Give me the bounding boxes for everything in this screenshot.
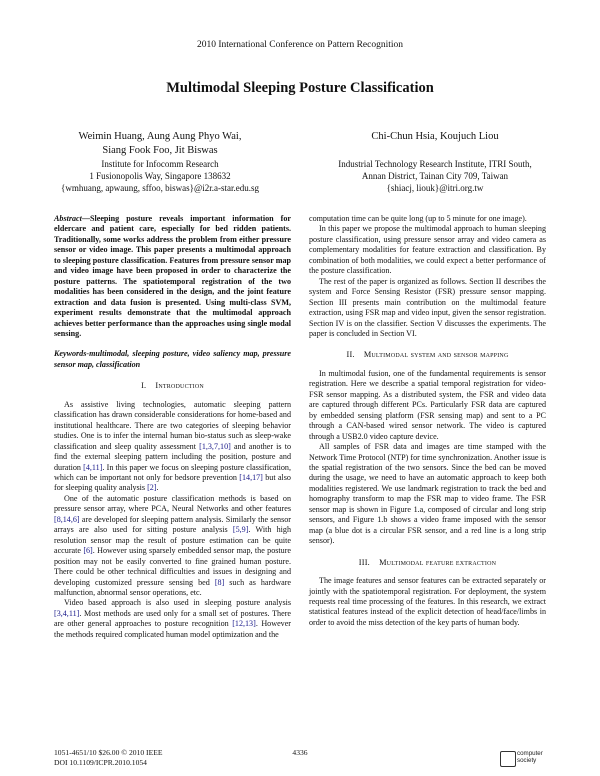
computer-society-logo [500, 748, 560, 768]
intro-paragraph-3: Video based approach is also used in sleeping posture analysis [3,4,11]. Most methods are used only for a small set of postures. There are other general approaches to posture recognition [12,13]. However the methods required complicated human model optimization and the [54, 598, 291, 639]
author-block-right [305, 130, 565, 194]
intro-paragraph-1: As assistive living technologies, automatic sleeping pattern classification has drawn considerable considerations for home-based and institutional healthcare. There are two categories of sleeping behavior studies. One is to infer the internal human bio-status such as sleep-wake classification and sleep quality assessment [1,3,7,10] and another is to find the external sleeping pattern including the position, posture and duration [4,11]. In this paper we focus on sleeping posture classification, which can be important not only for bedsore prevention [14,17] but also for sleeping quality analysis [2]. [54, 399, 292, 493]
author-emails: {shiacj, liouk}@itri.org.tw [386, 183, 484, 193]
section-heading-system: II. Multimodal system and sensor mapping [346, 350, 509, 360]
citation-link[interactable]: [8] [214, 577, 225, 587]
keywords: Keywords-multimodal, sleeping posture, video saliency map, pressure sensor map, classification [54, 349, 291, 369]
logo-text: computer society [517, 750, 543, 764]
author-emails: {wmhuang, apwaung, sffoo, biswas}@i2r.a-star.edu.sg [61, 183, 259, 193]
features-paragraph-1: The image features and sensor features can be extracted separately or jointly with the spatiotemporal registration. For deployment, the system requests real time processing of the features. In this research, we extract statistical features instead of the explicit detection of head/face/limbs in order to avoid the miss detection of the key parts of human body. [309, 576, 546, 627]
left-column [54, 214, 291, 640]
citation-link[interactable]: [14,17] [239, 472, 263, 482]
citation-link[interactable]: [12,13] [232, 619, 256, 629]
page-number: 4336 [292, 748, 308, 757]
abstract-label: Abstract [54, 214, 82, 223]
intro-paragraph-2: One of the automatic posture classification methods is based on pressure sensor array, where PCA, Neural Networks and other features [8,14,6] are developed for sleeping pattern analysis. Similarly the sensor arrays are also used for sitting posture analysis [5,9]. With high resolution sensor map the result of posture estimation can be quite accurate [6]. However using sparsely embedded sensor map, the posture position may not be easily converted to fine grained human posture. There could be other technical difficulties and issues in designing and developing customized pressure sensing bed [8] such as hardware malfunction, abnormal sensor operations, etc. [54, 493, 291, 597]
citation-link[interactable]: [1,3,7,10] [199, 441, 231, 451]
system-paragraph-2: All samples of FSR data and images are time stamped with the Network Time Protocol (NTP) for time synchronization. Another issue is the spatial registration of the two sensors. Since the bed can be moved during the usage, we need to have an automatic approach to keep both modalities registered. We use landmark registration to track the bed and homography transform to map the FSR map to video frame. The FSR sensor map is shown in Figure 1.a, composed of circular and long strip sensors, and Figure 1.b shows a video frame imposed with the sensor map (a blue dot is a circular FSR sensor, and a red line is a long strip sensor). [309, 442, 546, 546]
affiliation-line2: 1 Fusionopolis Way, Singapore 138632 [89, 171, 231, 181]
intro-paragraph-5: The rest of the paper is organized as follows. Section II describes the system and Force Sensing Resistor (FSR) pressure sensor mapping. Section III presents main contribution on the multimodal feature extraction, using FSR map and video input, given the sensor registration. Section IV is on the classifier. Section V discusses the experiments. The paper is concluded in Section VI. [309, 276, 546, 338]
author-names-line1: Chi-Chun Hsia, Koujuch Liou [371, 131, 499, 142]
citation-link[interactable]: [5,9] [232, 525, 249, 535]
citation-link[interactable]: [8,14,6] [54, 514, 80, 524]
copyright-line: 1051-4651/10 $26.00 © 2010 IEEE [54, 748, 163, 757]
section-heading-introduction: I. Introduction [141, 381, 204, 391]
author-block-left [40, 130, 280, 194]
intro-continuation: computation time can be quite long (up to 5 minute for one image). [309, 214, 527, 223]
abstract [54, 214, 291, 339]
citation-link[interactable]: [4,11] [83, 462, 103, 472]
system-paragraph-1: In multimodal fusion, one of the fundamental requirements is sensor registration. Here we describe a spatial temporal registration for video-FSR sensor mapping. As a distributed system, the FSR and video data are captured through different PCs. Particularly FSR data are captured by embedded sensing platform (FSR sensing map) and sent to a PC through a CAN-based wired sensor network. The video is captured through a USB2.0 video capture device. [309, 368, 546, 441]
right-column [309, 214, 546, 628]
citation-link[interactable]: [3,4,11] [54, 608, 80, 618]
intro-paragraph-4: In this paper we propose the multimodal approach to human sleeping posture classification, using pressure sensor array and video camera as complementary modalities for feature extraction and classification. By combination of both modalities, we could expect a better performance of the posture classification. [309, 224, 546, 276]
abstract-text: —Sleeping posture reveals important information for eldercare and patient care, especially for bed ridden patients. Traditionally, some works address the problem from either pressure sensor or video image. This paper presents a multimodal approach to sleeping posture classification. Features from pressure sensor map and video image have been proposed in order to characterize the posture patterns. The spatiotemporal registration of the two modalities has been considered in the design, and the joint feature extraction and data fusion is presented. Using multi-class SVM, experiment results demonstrate that the multimodal approach achieves better performance than the approaches using single modal sensing. [54, 214, 291, 338]
affiliation-line2: Annan District, Tainan City 709, Taiwan [361, 171, 509, 181]
logo-mark-icon [500, 751, 516, 767]
footer-copyright [54, 748, 254, 768]
affiliation-line1: Industrial Technology Research Institute, ITRI South, [338, 159, 532, 169]
affiliation-line1: Institute for Infocomm Research [101, 159, 219, 169]
conference-header: 2010 International Conference on Pattern Recognition [196, 40, 404, 50]
doi-line: DOI 10.1109/ICPR.2010.1054 [54, 758, 147, 767]
paper-title: Multimodal Sleeping Posture Classification [166, 80, 434, 96]
author-names-line2: Siang Fook Foo, Jit Biswas [102, 145, 218, 156]
citation-link[interactable]: [6] [83, 546, 93, 556]
author-names-line1: Weimin Huang, Aung Aung Phyo Wai, [78, 131, 242, 142]
section-heading-features: III. Multimodal feature extraction [358, 557, 497, 567]
citation-link[interactable]: [2] [147, 483, 157, 493]
